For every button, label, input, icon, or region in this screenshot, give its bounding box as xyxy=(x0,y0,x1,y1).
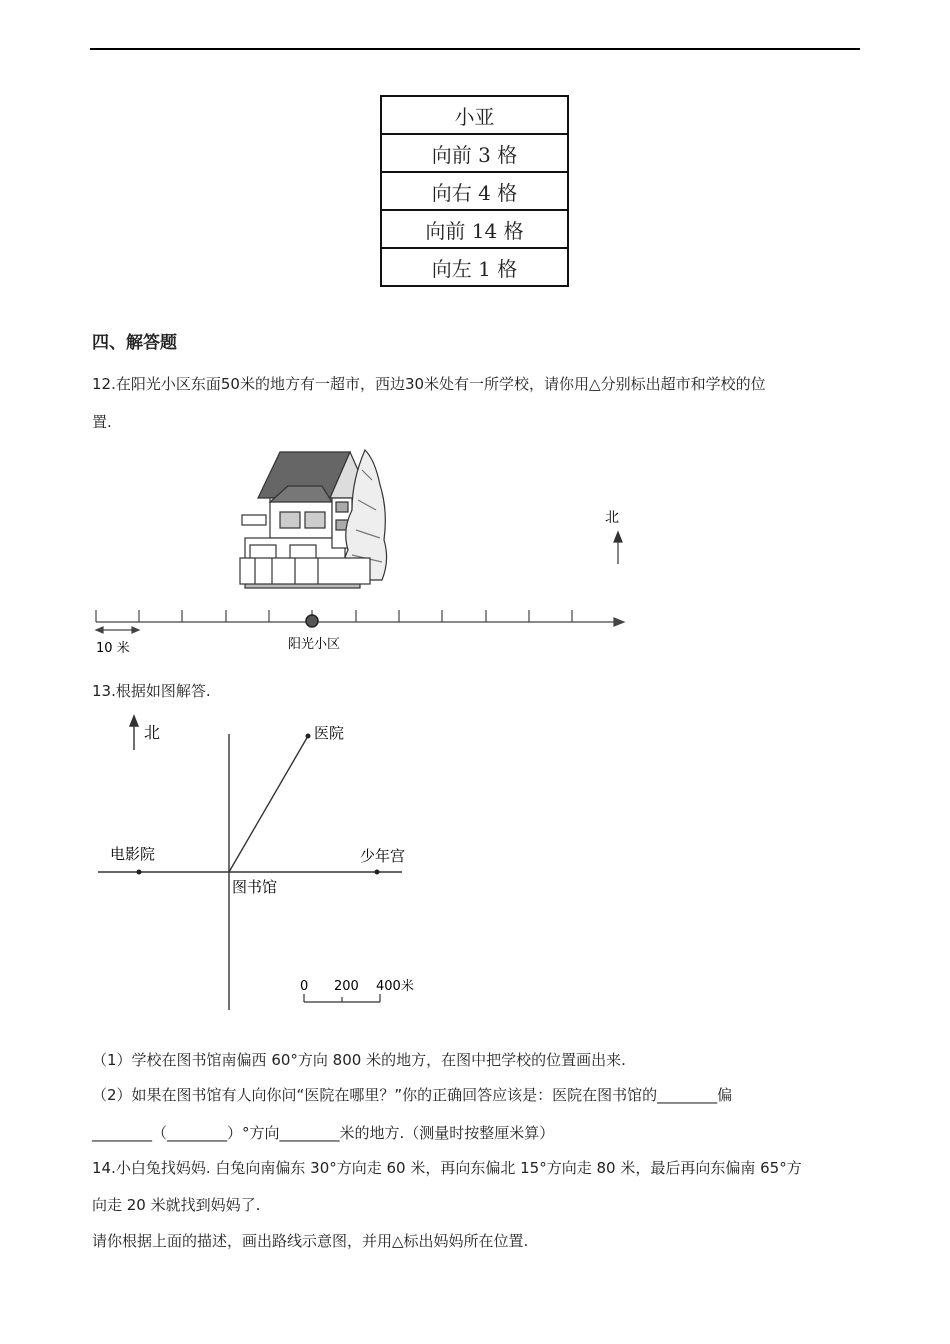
q13-north-arrow xyxy=(130,716,138,750)
route-table-title: 小亚 xyxy=(381,96,568,134)
scale-200: 200 xyxy=(334,979,359,994)
header-rule xyxy=(90,48,860,50)
q14-text-line1: 14.小白兔找妈妈. 白兔向南偏东 30°方向走 60 米，再向东偏北 15°方向走 80 米，最后再向东偏南 65°方 xyxy=(92,1159,802,1177)
house-illustration xyxy=(240,450,387,588)
q12-north-arrow xyxy=(614,532,622,564)
youth-palace-label: 少年宫 xyxy=(360,847,406,865)
q13-part2-line1: （2）如果在图书馆有人向你问“医院在哪里？”你的正确回答应该是：医院在图书馆的________偏 xyxy=(92,1086,733,1104)
route-step-3: 向前 14 格 xyxy=(381,210,568,248)
q13-title: 13.根据如图解答. xyxy=(92,682,211,700)
route-table xyxy=(380,95,569,287)
q12-scale-label: 10 米 xyxy=(96,641,130,656)
q13-axes xyxy=(98,734,402,1010)
scale-0: 0 xyxy=(300,979,309,994)
q13-scale-bar xyxy=(304,994,380,1002)
section-heading: 四、解答题 xyxy=(92,333,177,353)
q14-text-line2: 向走 20 米就找到妈妈了. xyxy=(92,1196,261,1214)
q12-number-line xyxy=(96,610,624,633)
community-label: 阳光小区 xyxy=(287,637,341,652)
hospital-label: 医院 xyxy=(314,724,345,742)
library-label: 图书馆 xyxy=(232,878,278,896)
hospital-point xyxy=(306,734,311,739)
scale-400: 400米 xyxy=(376,979,414,994)
q12-north-label: 北 xyxy=(605,510,619,526)
route-step-2: 向右 4 格 xyxy=(381,172,568,210)
q14-text-line3: 请你根据上面的描述，画出路线示意图，并用△标出妈妈所在位置. xyxy=(92,1232,529,1250)
q13-north-label: 北 xyxy=(144,723,161,742)
route-step-1: 向前 3 格 xyxy=(381,134,568,172)
cinema-point xyxy=(137,870,142,875)
route-step-4: 向左 1 格 xyxy=(381,248,568,286)
cinema-label: 电影院 xyxy=(110,845,156,863)
community-marker xyxy=(306,615,318,627)
q13-part1: （1）学校在图书馆南偏西 60°方向 800 米的地方，在图中把学校的位置画出来. xyxy=(92,1051,626,1069)
youth-palace-point xyxy=(375,870,380,875)
q12-figure xyxy=(90,440,650,660)
q13-figure xyxy=(90,710,430,1020)
q12-text-line1: 12.在阳光小区东面50米的地方有一超市，西边30米处有一所学校，请你用△分别标出超市和学校的位 xyxy=(92,375,766,393)
q12-text-line2: 置. xyxy=(92,413,112,431)
q13-part2-line2: ________（________）°方向________米的地方.（测量时按整厘米算） xyxy=(92,1124,555,1142)
